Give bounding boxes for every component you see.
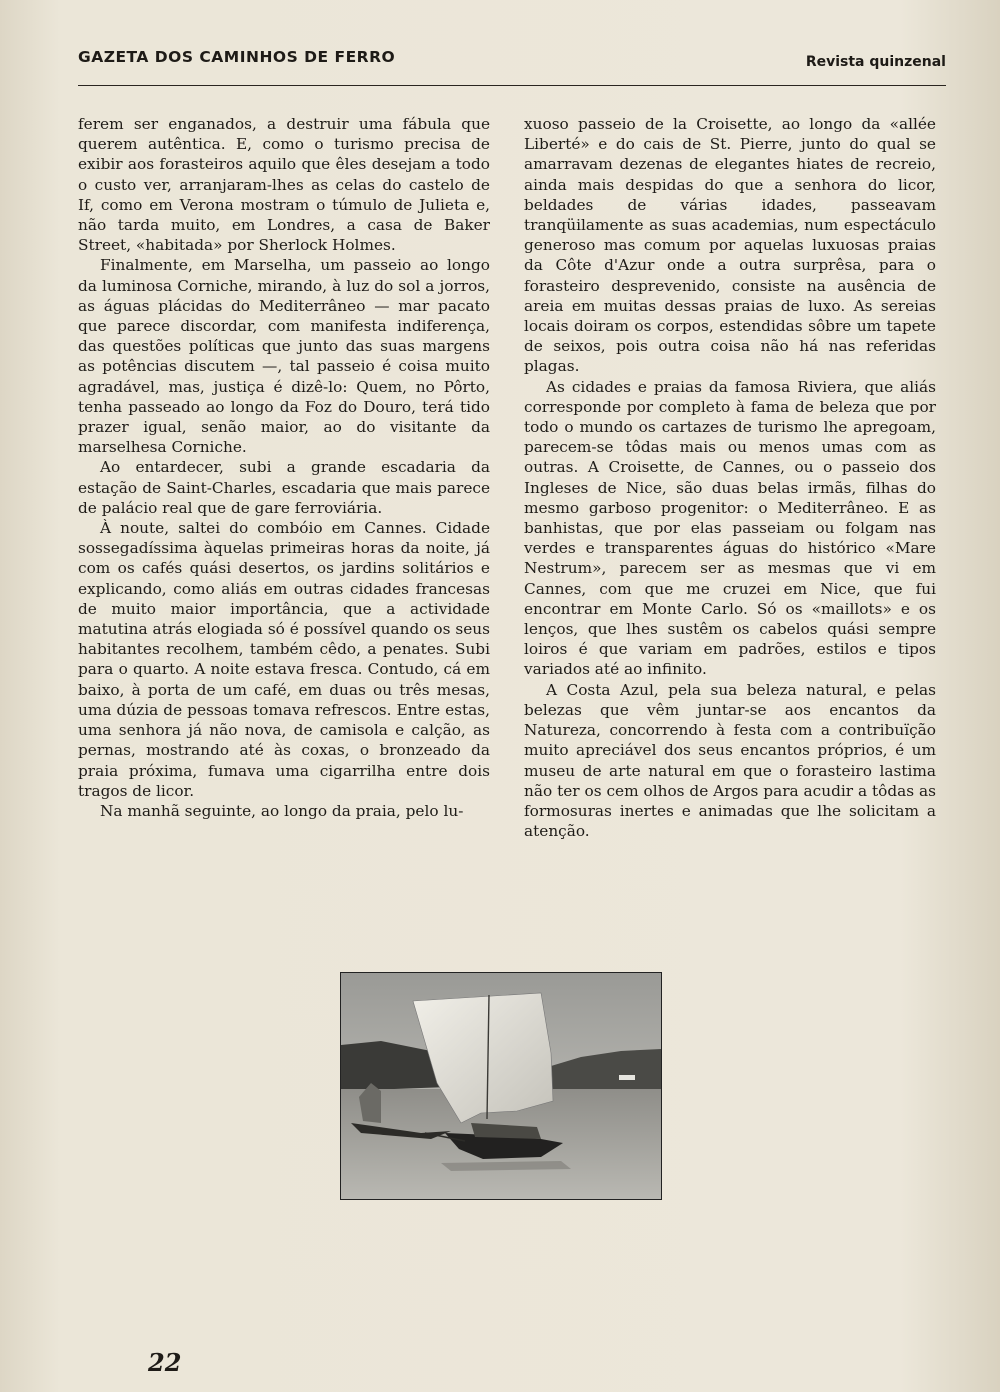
sailboat-illustration xyxy=(341,973,661,1199)
paragraph: Na manhã seguinte, ao longo da praia, pelo lu- xyxy=(100,801,464,820)
paragraph: As cidades e praias da famosa Riviera, que aliás corresponde por completo à fama de beleza que por todo o mundo os cartazes de turismo lhe apregoam, parecem-se tôdas mais ou menos umas com as outras. A Croisette, de Cannes, ou o passeio dos Ingleses de Nice, são duas belas irmãs, filhas do mesmo garboso progenitor: o Mediterrâneo. E as banhistas, que por elas passeiam ou folgam nas verdes e transparentes águas do histórico «Mare Nestrum», parecem ser as mesmas que vi em Cannes, com que me cruzei em Nice, que fui encontrar em Monte Carlo. Só os «maillots» e os lenços, que lhes sustêm os cabelos quási sempre loiros é que variam em padrões, estilos e tipos variados até ao infinito. xyxy=(524,377,936,679)
paragraph: Finalmente, em Marselha, um passeio ao longo da luminosa Corniche, mirando, à luz do sol a jorros, as águas plácidas do Mediterrâneo — mar pacato que parece discordar, com manifesta indiferença, das questões políticas que junto das suas margens as potências discutem —, tal passeio é coisa muito agradável, mas, justiça é dizê-lo: Quem, no Pôrto, tenha passeado ao longo da Foz do Douro, terá tido prazer igual, senão maior, ao do visitante da marselhesa Corniche. xyxy=(78,256,490,457)
page-number: 22 xyxy=(148,1348,182,1377)
header-rule xyxy=(78,85,946,86)
journal-title: GAZETA DOS CAMINHOS DE FERRO xyxy=(78,48,396,66)
sailboat-photo xyxy=(340,972,662,1200)
paragraph: xuoso passeio de la Croisette, ao longo da «allée Liberté» e do cais de St. Pierre, junto do qual se amarravam dezenas de elegantes hiates de recreio, ainda mais despidas do que a senhora do licor, beldades de várias idades, passeavam tranqüilamente as suas academias, num espectáculo generoso mas comum por aquelas luxuosas praias da Côte d'Azur onde a outra surprêsa, para o forasteiro desprevenido, consiste na ausência de areia em muitas dessas praias de luxo. As sereias locais doiram os corpos, estendidas sôbre um tapete de seixos, pois outra coisa não há nas referidas plagas. xyxy=(524,115,936,376)
paragraph: Ao entardecer, subi a grande escadaria da estação de Saint-Charles, escadaria que mais parece de palácio real que de gare ferroviária. xyxy=(78,458,490,517)
paragraph: À noute, saltei do combóio em Cannes. Cidade sossegadíssima àquelas primeiras horas da noite, já com os cafés quási desertos, os jardins solitários e explicando, como aliás em outras cidades francesas de muito maior importância, que a actividade matutina atrás elogiada só é possível quando os seus habitantes recolhem, também cêdo, a penates. Subi para o quarto. A noite estava fresca. Contudo, cá em baixo, à porta de um café, em duas ou três mesas, uma dúzia de pessoas tomava refrescos. Entre estas, uma senhora já não nova, de camisola e calção, as pernas, mostrando até às coxas, o bronzeado da praia próxima, fumava uma cigarrilha entre dois tragos de licor. xyxy=(78,519,490,800)
distant-building xyxy=(619,1075,635,1080)
page-header xyxy=(78,48,946,78)
paragraph: ferem ser enganados, a destruir uma fábula que querem autêntica. E, como o turismo precisa de exibir aos forasteiros aquilo que êles desejam a todo o custo ver, arranjaram-lhes as celas do castelo de If, como em Verona mostram o túmulo de Julieta e, não tarda muito, em Londres, a casa de Baker Street, «habitada» por Sherlock Holmes. xyxy=(78,115,490,255)
left-column xyxy=(78,114,490,821)
paragraph: A Costa Azul, pela sua beleza natural, e pelas belezas que vêm juntar-se aos encantos da Natureza, concorrendo à festa com a contribuïção muito apreciável dos seus encantos próprios, é um museu de arte natural em que o forasteiro lastima não ter os cem olhos de Argos para acudir a tôdas as formosuras inertes e animadas que lhe solicitam a atenção. xyxy=(524,680,936,841)
right-column xyxy=(524,114,936,841)
journal-subtitle: Revista quinzenal xyxy=(805,54,946,70)
